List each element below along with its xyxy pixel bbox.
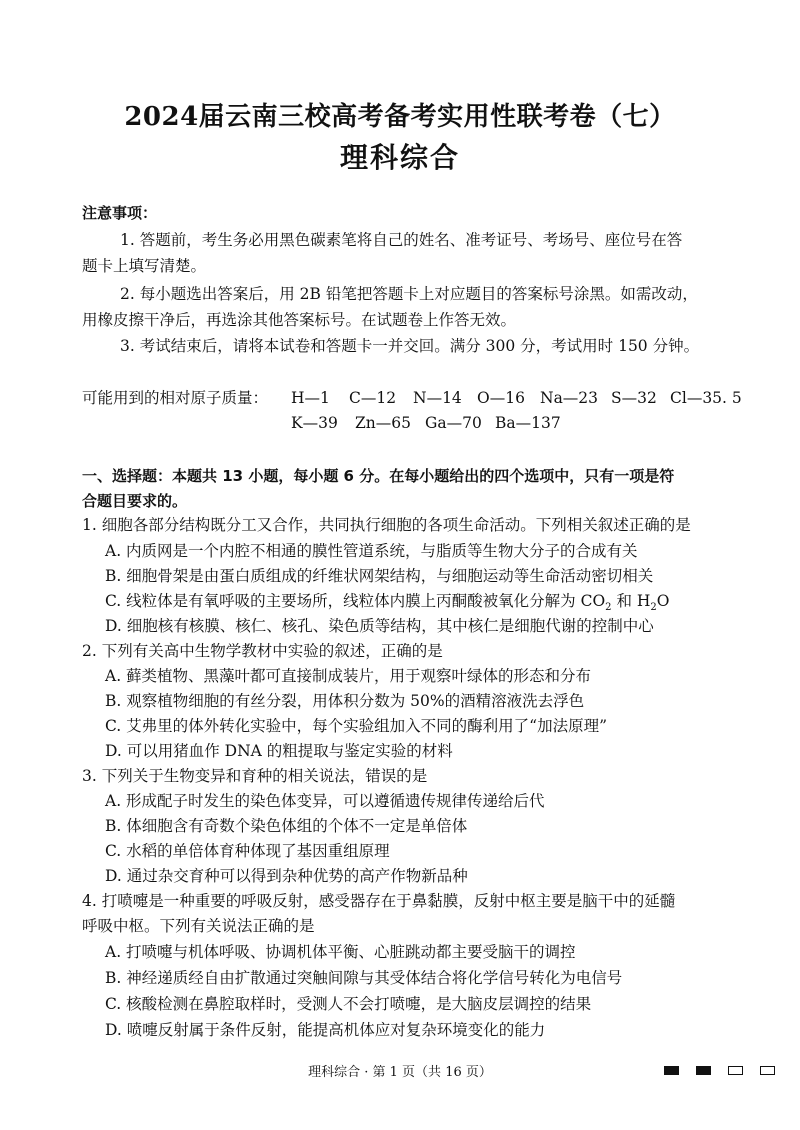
question-4-option-a: A. 打喷嚏与机体呼吸、协调机体平衡、心脏跳动都主要受脑干的调控	[105, 943, 576, 961]
question-1-option-d: D. 细胞核有核膜、核仁、核孔、染色质等结构，其中核仁是细胞代谢的控制中心	[105, 617, 654, 635]
exam-subject: 理科综合	[339, 141, 460, 174]
atomic-mass-item: Ga—70	[425, 414, 482, 432]
question-2-option-a: A. 藓类植物、黑藻叶都可直接制成装片，用于观察叶绿体的形态和分布	[105, 667, 592, 685]
notice-heading: 注意事项：	[82, 204, 158, 222]
page-footer: 理科综合 · 第 1 页（共 16 页）	[308, 1065, 492, 1080]
subscript: 2	[650, 602, 657, 614]
notice-item-3: 3. 考试结束后，请将本试卷和答题卡一并交回。满分 300 分，考试用时 150 分钟。	[120, 337, 700, 355]
question-2-option-b: B. 观察植物细胞的有丝分裂，用体积分数为 50%的酒精溶液洗去浮色	[105, 692, 585, 710]
question-3-option-a: A. 形成配子时发生的染色体变异，可以遵循遗传规律传递给后代	[105, 792, 545, 810]
atomic-mass-item: K—39	[291, 414, 338, 432]
subscript: 2	[605, 602, 612, 614]
option-c-text: C. 线粒体是有氧呼吸的主要场所，线粒体内膜上丙酮酸被氧化分解为 CO	[105, 592, 606, 610]
atomic-mass-item: Na—23	[540, 389, 599, 407]
question-4-option-d: D. 喷嚏反射属于条件反射，能提高机体应对复杂环境变化的能力	[105, 1021, 546, 1039]
question-2-option-c: C. 艾弗里的体外转化实验中，每个实验组加入不同的酶利用了“加法原理”	[105, 717, 608, 735]
question-4-stem: 4. 打喷嚏是一种重要的呼吸反射，感受器存在于鼻黏膜，反射中枢主要是脑干中的延髓	[82, 892, 676, 910]
notice-item-1: 1. 答题前，考生务必用黑色碳素笔将自己的姓名、准考证号、考场号、座位号在答	[120, 231, 683, 249]
registration-mark	[664, 1066, 679, 1075]
notice-item-2: 2. 每小题选出答案后，用 2B 铅笔把答题卡上对应题目的答案标号涂黑。如需改动，	[120, 285, 698, 303]
atomic-mass-row-2	[0, 413, 800, 433]
registration-mark	[760, 1066, 775, 1075]
atomic-mass-item: C—12	[349, 389, 397, 407]
section-heading-cont: 合题目要求的。	[82, 492, 188, 510]
question-1-option-c	[105, 591, 670, 618]
atomic-mass-item: O—16	[477, 389, 525, 407]
section-heading: 一、选择题：本题共 13 小题，每小题 6 分。在每小题给出的四个选项中，只有一项是符	[82, 467, 675, 485]
question-2-option-d: D. 可以用猪血作 DNA 的粗提取与鉴定实验的材料	[105, 742, 453, 760]
atomic-mass-item: Cl—35. 5	[670, 389, 742, 407]
question-4-option-c: C. 核酸检测在鼻腔取样时，受测人不会打喷嚏，是大脑皮层调控的结果	[105, 995, 592, 1013]
option-c-text: O	[656, 592, 670, 610]
option-c-text: 和 H	[611, 592, 651, 610]
question-3-stem: 3. 下列关于生物变异和育种的相关说法，错误的是	[82, 767, 428, 785]
atomic-mass-item: Zn—65	[355, 414, 411, 432]
question-1-stem: 1. 细胞各部分结构既分工又合作，共同执行细胞的各项生命活动。下列相关叙述正确的是	[82, 516, 691, 534]
atomic-mass-row-1	[0, 388, 800, 408]
question-4-stem-cont: 呼吸中枢。下列有关说法正确的是	[82, 917, 315, 935]
question-3-option-b: B. 体细胞含有奇数个染色体组的个体不一定是单倍体	[105, 817, 468, 835]
atomic-mass-item: S—32	[611, 389, 657, 407]
registration-mark	[728, 1066, 743, 1075]
exam-title: 2024届云南三校高考备考实用性联考卷（七）	[124, 102, 676, 132]
question-4-option-b: B. 神经递质经自由扩散通过突触间隙与其受体结合将化学信号转化为电信号	[105, 969, 623, 987]
atomic-mass-item: H—1	[291, 389, 330, 407]
registration-mark	[696, 1066, 711, 1075]
atomic-mass-label: 可能用到的相对原子质量：	[82, 389, 269, 407]
question-1-option-b: B. 细胞骨架是由蛋白质组成的纤维状网架结构，与细胞运动等生命活动密切相关	[105, 567, 654, 585]
question-3-option-c: C. 水稻的单倍体育种体现了基因重组原理	[105, 842, 390, 860]
question-1-option-a: A. 内质网是一个内腔不相通的膜性管道系统，与脂质等生物大分子的合成有关	[105, 542, 638, 560]
atomic-mass-item: N—14	[413, 389, 462, 407]
notice-item-1-cont: 题卡上填写清楚。	[82, 257, 207, 275]
notice-item-2-cont: 用橡皮擦干净后，再选涂其他答案标号。在试题卷上作答无效。	[82, 311, 517, 329]
question-2-stem: 2. 下列有关高中生物学教材中实验的叙述，正确的是	[82, 642, 443, 660]
atomic-mass-item: Ba—137	[495, 414, 561, 432]
question-3-option-d: D. 通过杂交育种可以得到杂种优势的高产作物新品种	[105, 867, 468, 885]
